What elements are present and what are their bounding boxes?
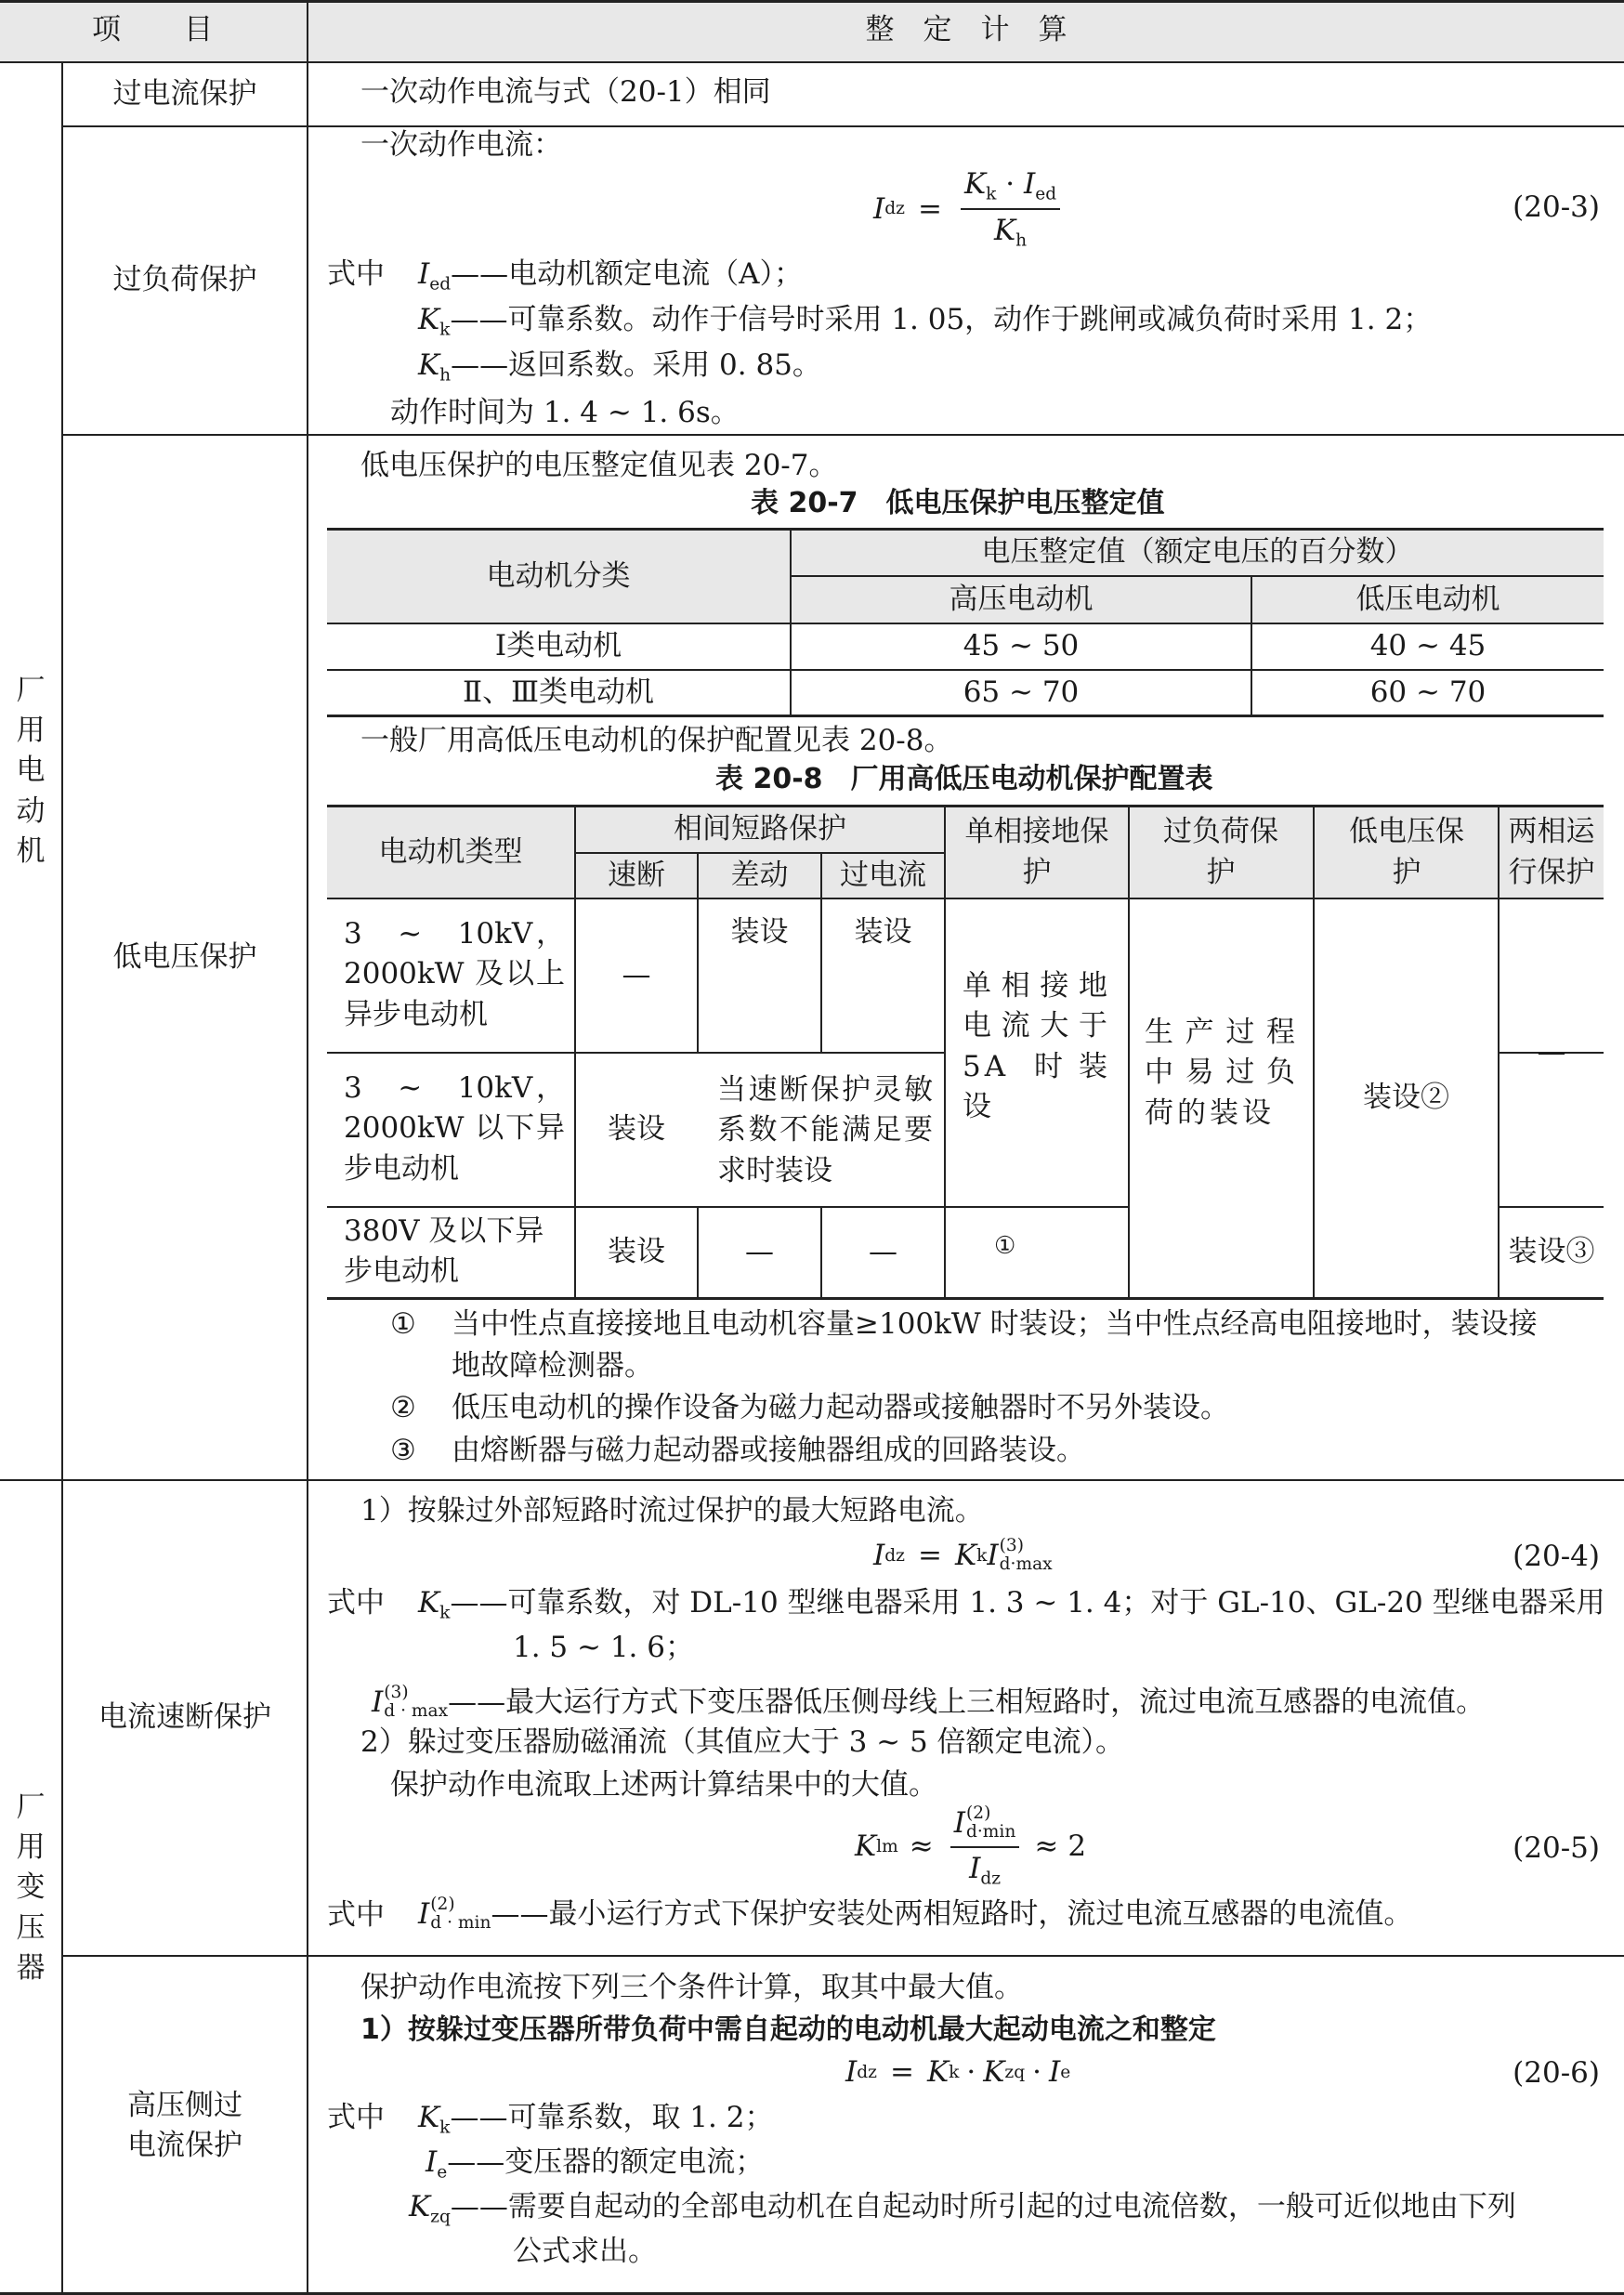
t2-overload-merged: 生产过程中易过负荷的装设: [1145, 1016, 1299, 1130]
qb-def-i2min: I (2) d · min ——最小运行方式下保护安装处两相短路时，流过电流互感器的电流值。: [418, 1895, 1413, 1934]
t1-row1-low: 40 ~ 45: [1369, 629, 1486, 663]
t2-r2-merged: 当速断保护灵敏系数不能满足要求时装设: [717, 1073, 933, 1187]
formula-20-6: I dz = K k · K zq · I e: [845, 2055, 1071, 2089]
t2-two-r12: —: [1537, 1035, 1566, 1069]
note2-mark: ②: [390, 1391, 416, 1424]
label-hv-overcurrent: 高压侧过 电流保护: [127, 2088, 242, 2162]
qb-where2: 式中: [327, 1898, 385, 1932]
label-column-line: [307, 0, 308, 2295]
t1-row2-high: 65 ~ 70: [963, 675, 1080, 709]
overload-time: 动作时间为 1. 4 ~ 1. 6s。: [390, 396, 740, 429]
header-item: 项 目: [92, 13, 215, 47]
uv-intro2: 一般厂用高低压电动机的保护配置见表 20-8。: [360, 724, 953, 757]
note1-line1: 当中性点直接接地且电动机容量≥100kW 时装设；当中性点经高电阻接地时，装设接: [452, 1307, 1538, 1341]
hv-where: 式中: [327, 2101, 385, 2134]
overload-where: 式中: [327, 257, 385, 291]
overload-def-ied: $I_{ed}——$电动机额定电流（A）；: [418, 257, 804, 295]
label-undervoltage: 低电压保护: [112, 939, 257, 974]
overload-intro: 一次动作电流：: [360, 128, 562, 162]
table-20-8-title: 表 20-8 厂用高低压电动机保护配置表: [715, 763, 1213, 795]
t1-header-setting: 电压整定值（额定电压的百分数）: [981, 535, 1414, 570]
t2-two-r3: 装设③: [1508, 1235, 1595, 1269]
note2-text: 低压电动机的操作设备为磁力起动器或接触器时不另外装设。: [452, 1391, 1229, 1424]
t2-r3-type: 380V 及以下异步电动机: [344, 1214, 544, 1289]
t2-r3-oc: —: [869, 1235, 897, 1269]
overload-def-kk: $K_k——$可靠系数。动作于信号时采用 1. 05，动作于跳闸或减负荷时采用 1. 2；: [418, 303, 1433, 340]
t2-r1-oc: 装设: [854, 915, 912, 949]
qb-step2: 2）躲过变压器励磁涌流（其值应大于 3 ~ 5 倍额定电流）。: [360, 1725, 1125, 1759]
hv-def-ie: $I_e——$变压器的额定电流；: [426, 2145, 765, 2183]
t2-header-uv: 低电压保护: [1349, 815, 1464, 889]
t2-header-overload: 过负荷保护: [1163, 815, 1278, 889]
t1-header-high: 高压电动机: [949, 582, 1094, 616]
t1-header-low: 低压电动机: [1356, 582, 1500, 616]
formula-20-4: I dz = K k I (3) d·max: [873, 1536, 1053, 1575]
qb-def-kk-cont: 1. 5 ~ 1. 6；: [513, 1631, 694, 1664]
t2-r1-quick: —: [622, 958, 651, 992]
t2-header-ground: 单相接地保护: [964, 815, 1109, 889]
t2-header-phase: 相间短路保护: [674, 812, 846, 846]
note1-mark: ①: [390, 1307, 416, 1341]
eq-no-20-5: (20-5): [1513, 1831, 1600, 1865]
t1-row1-high: 45 ~ 50: [963, 629, 1080, 663]
t2-header-two: 两相运行保护: [1508, 815, 1595, 889]
hv-step1: 1）按躲过变压器所带负荷中需自起动的电动机最大起动电流之和整定: [360, 2013, 1216, 2046]
hv-def-kzq: $K_{zq}——$需要自起动的全部电动机在自起动时所引起的过电流倍数，一般可近似地由下列: [409, 2190, 1516, 2227]
t2-r1-diff: 装设: [730, 915, 789, 949]
t2-r3-ground: ①: [994, 1232, 1016, 1260]
t2-r3-diff: —: [745, 1235, 774, 1269]
t2-r2-quick: 装设: [608, 1112, 665, 1147]
formula-20-3: I dz = $\frac{K_k \cdot I_{ed}}{K_h}$: [873, 167, 1066, 250]
t2-r2-type: 3 ~ 10kV，2000kW 以下异步电动机: [344, 1071, 565, 1186]
hv-intro: 保护动作电流按下列三个条件计算，取其中最大值。: [360, 1971, 1023, 2004]
t2-r3-quick: 装设: [608, 1235, 665, 1269]
t2-header-diff: 差动: [730, 858, 789, 892]
t2-uv-merged: 装设②: [1363, 1081, 1449, 1115]
uv-intro1: 低电压保护的电压整定值见表 20-7。: [360, 449, 838, 482]
t2-header-oc: 过电流: [840, 858, 926, 892]
qb-def-kk: $K_k——$可靠系数，对 DL-10 型继电器采用 1. 3 ~ 1. 4；对于 GL-10、GL-20 型继电器采用: [418, 1586, 1605, 1623]
t2-header-type: 电动机类型: [378, 834, 523, 869]
eq-no-20-4: (20-4): [1513, 1540, 1600, 1573]
t1-header-class: 电动机分类: [486, 558, 631, 593]
qb-step3: 保护动作电流取上述两计算结果中的大值。: [390, 1768, 937, 1802]
overload-def-kh: $K_h——$返回系数。采用 0. 85。: [418, 348, 821, 386]
eq-no-20-6: (20-6): [1513, 2056, 1600, 2090]
hv-def-kzq-cont: 公式求出。: [513, 2235, 657, 2268]
label-overcurrent: 过电流保护: [112, 76, 257, 111]
qb-step1: 1）按躲过外部短路时流过保护的最大短路电流。: [360, 1494, 984, 1528]
group-motor: 厂 用 电 动 机: [16, 673, 46, 869]
note1-line2: 地故障检测器。: [452, 1349, 653, 1383]
t1-row1-class: Ⅰ类电动机: [494, 629, 622, 663]
note3-text: 由熔断器与磁力起动器或接触器组成的回路装设。: [452, 1434, 1085, 1467]
qb-where: 式中: [327, 1586, 385, 1620]
t2-header-quick: 速断: [608, 858, 665, 892]
group-transformer: 厂 用 变 压 器: [16, 1790, 46, 1986]
t2-r1-type: 3 ~ 10kV，2000kW 及以上异步电动机: [344, 917, 565, 1031]
label-overload: 过负荷保护: [112, 263, 257, 297]
overcurrent-text: 一次动作电流与式（20-1）相同: [360, 75, 771, 109]
t1-row2-class: Ⅱ、Ⅲ类电动机: [463, 675, 654, 709]
header-calculation: 整 定 计 算: [865, 13, 1067, 47]
formula-20-5: K lm ≈ I (2) d·min $I_{dz}$ ≈ 2: [855, 1803, 1087, 1889]
note3-mark: ③: [390, 1434, 416, 1467]
t1-row2-low: 60 ~ 70: [1369, 675, 1486, 709]
qb-def-i3max: I (3) d · max ——最大运行方式下变压器低压侧母线上三相短路时，流过电流互感器的电流值。: [372, 1683, 1486, 1722]
label-quickbreak: 电流速断保护: [98, 1700, 271, 1735]
eq-no-20-3: (20-3): [1513, 190, 1600, 224]
table-20-7-title: 表 20-7 低电压保护电压整定值: [751, 487, 1165, 519]
t2-ground-merged: 单相接地电流大于 5A 时装设: [963, 969, 1111, 1124]
hv-def-kk: $K_k——$可靠系数，取 1. 2；: [418, 2101, 774, 2138]
